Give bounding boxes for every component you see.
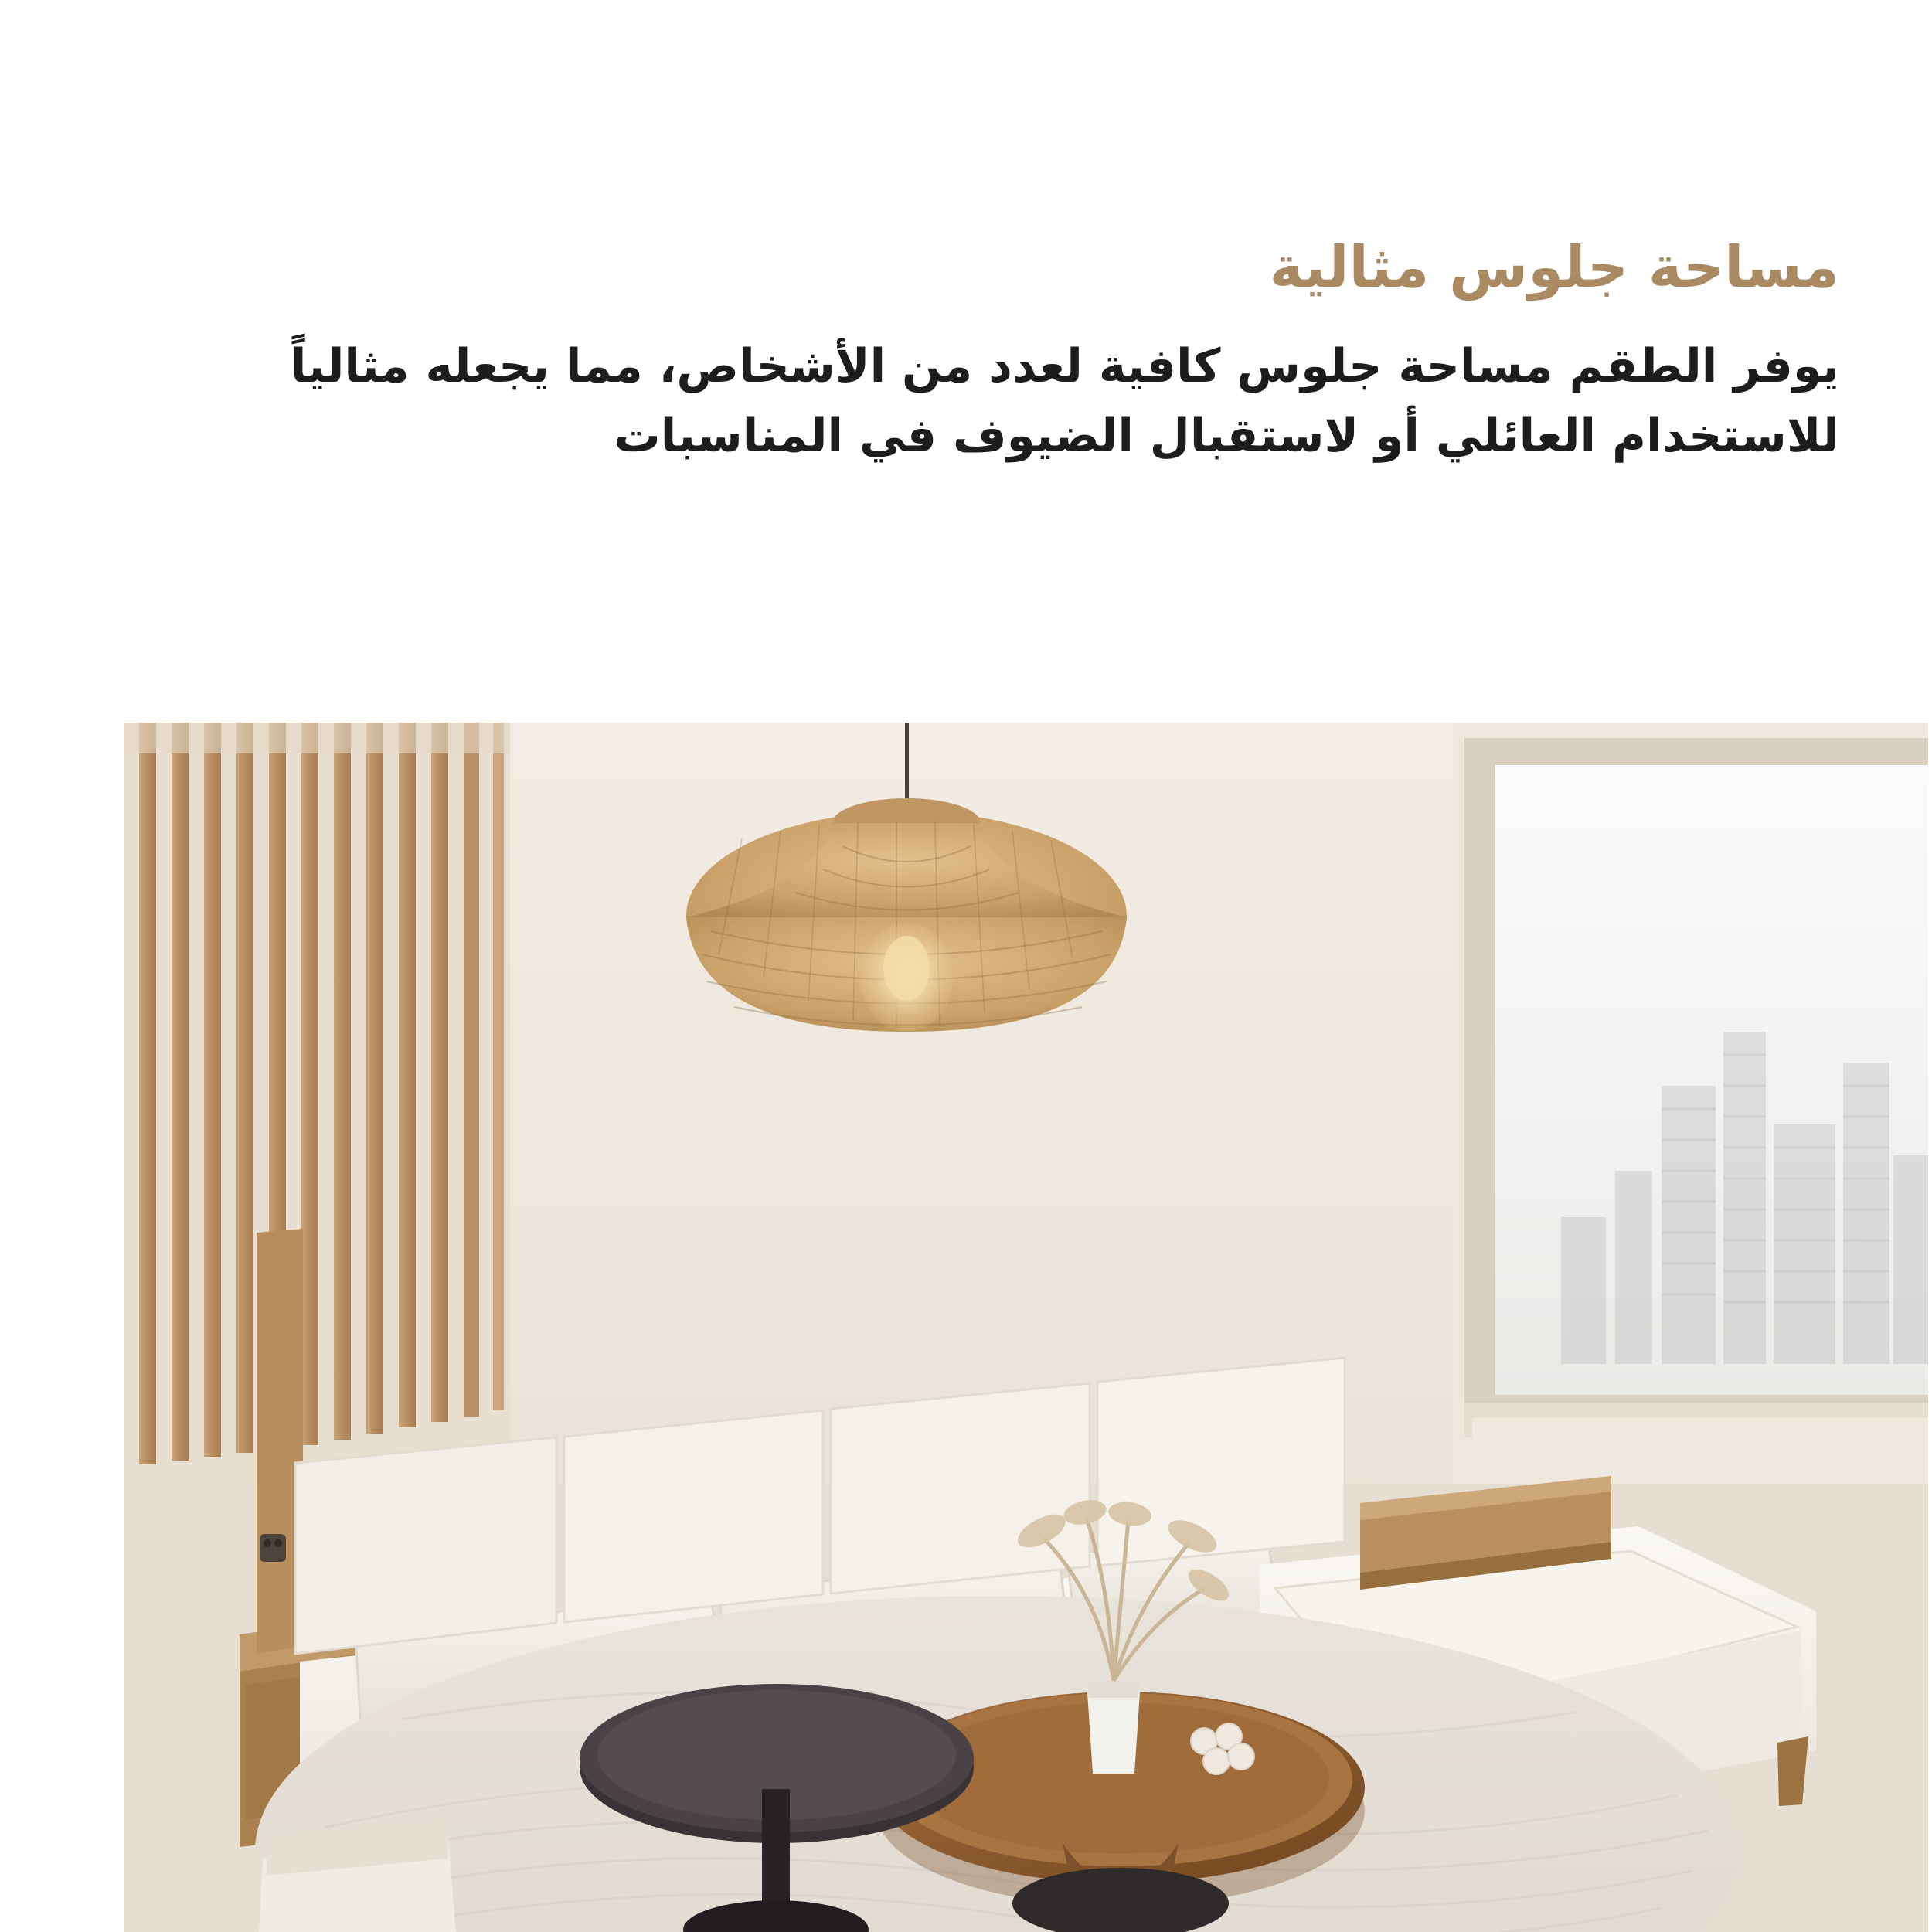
- text-block: [93, 232, 1839, 471]
- page-title: مساحة جلوس مثالية: [1269, 234, 1839, 301]
- page-description: يوفر الطقم مساحة جلوس كافية لعدد من الأشخاص، مما يجعله مثالياً للاستخدام العائلي أو لاستقبال الضيوف في المناسبات: [290, 338, 1839, 463]
- living-room-sectional-sofa-photo: [124, 723, 1928, 1932]
